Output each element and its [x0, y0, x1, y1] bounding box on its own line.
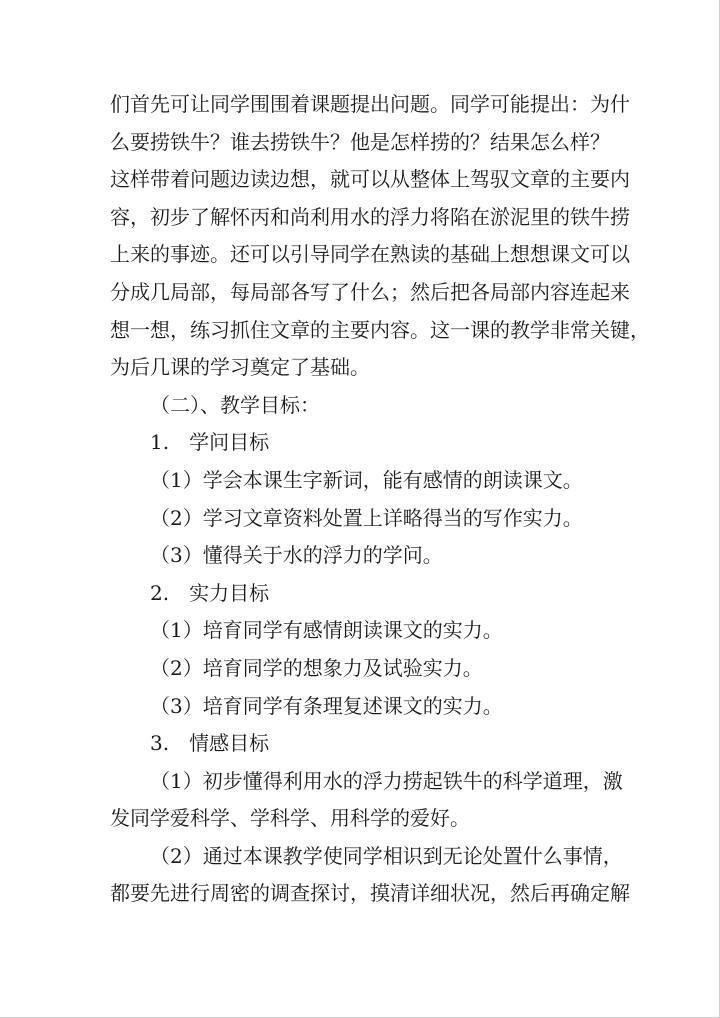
paragraph-line: 容，初步了解怀丙和尚利用水的浮力将陷在淤泥里的铁牛捞: [110, 204, 630, 229]
paragraph-line: 上来的事迹。还可以引导同学在熟读的基础上想想课文可以: [110, 242, 630, 267]
list-item: （1）培育同学有感情朗读课文的实力。: [150, 618, 503, 643]
paragraph-line: 们首先可让同学围围着课题提出问题。同学可能提出：为什: [110, 92, 630, 116]
subsection-heading: 3. 情感目标: [150, 731, 270, 756]
document-body: [110, 86, 650, 913]
list-item: （3）培育同学有条理复述课文的实力。: [150, 693, 503, 718]
list-item-continuation: 发同学爱科学、学科学、用科学的爱好。: [110, 806, 470, 831]
paragraph-line: 为后几课的学习奠定了基础。: [110, 355, 370, 380]
list-item: （1）初步懂得利用水的浮力捞起铁牛的科学道理，激: [150, 768, 623, 793]
subsection-heading: 1. 学问目标: [150, 430, 270, 455]
list-item: （2）培育同学的想象力及试验实力。: [150, 655, 483, 680]
subsection-heading: 2. 实力目标: [150, 580, 270, 605]
paragraph-line: 这样带着问题边读边想，就可以从整体上驾驭文章的主要内: [110, 167, 630, 192]
paragraph-line: 想一想，练习抓住文章的主要内容。这一课的教学非常关键，: [110, 317, 650, 342]
paragraph-line: 么要捞铁牛？谁去捞铁牛？他是怎样捞的？结果怎么样？: [110, 129, 610, 154]
list-item: （2）学习文章资料处置上详略得当的写作实力。: [150, 505, 583, 530]
section-heading: （二）、教学目标：: [150, 392, 320, 417]
list-item: （2）通过本课教学使同学相识到无论处置什么事情，: [150, 843, 623, 868]
paragraph-line: 分成几局部，每局部各写了什么；然后把各局部内容连起来: [110, 279, 630, 304]
list-item-continuation: 都要先进行周密的调查探讨，摸清详细状况，然后再确定解: [110, 881, 630, 906]
list-item: （3）懂得关于水的浮力的学问。: [150, 543, 443, 568]
list-item: （1）学会本课生字新词，能有感情的朗读课文。: [150, 467, 583, 492]
